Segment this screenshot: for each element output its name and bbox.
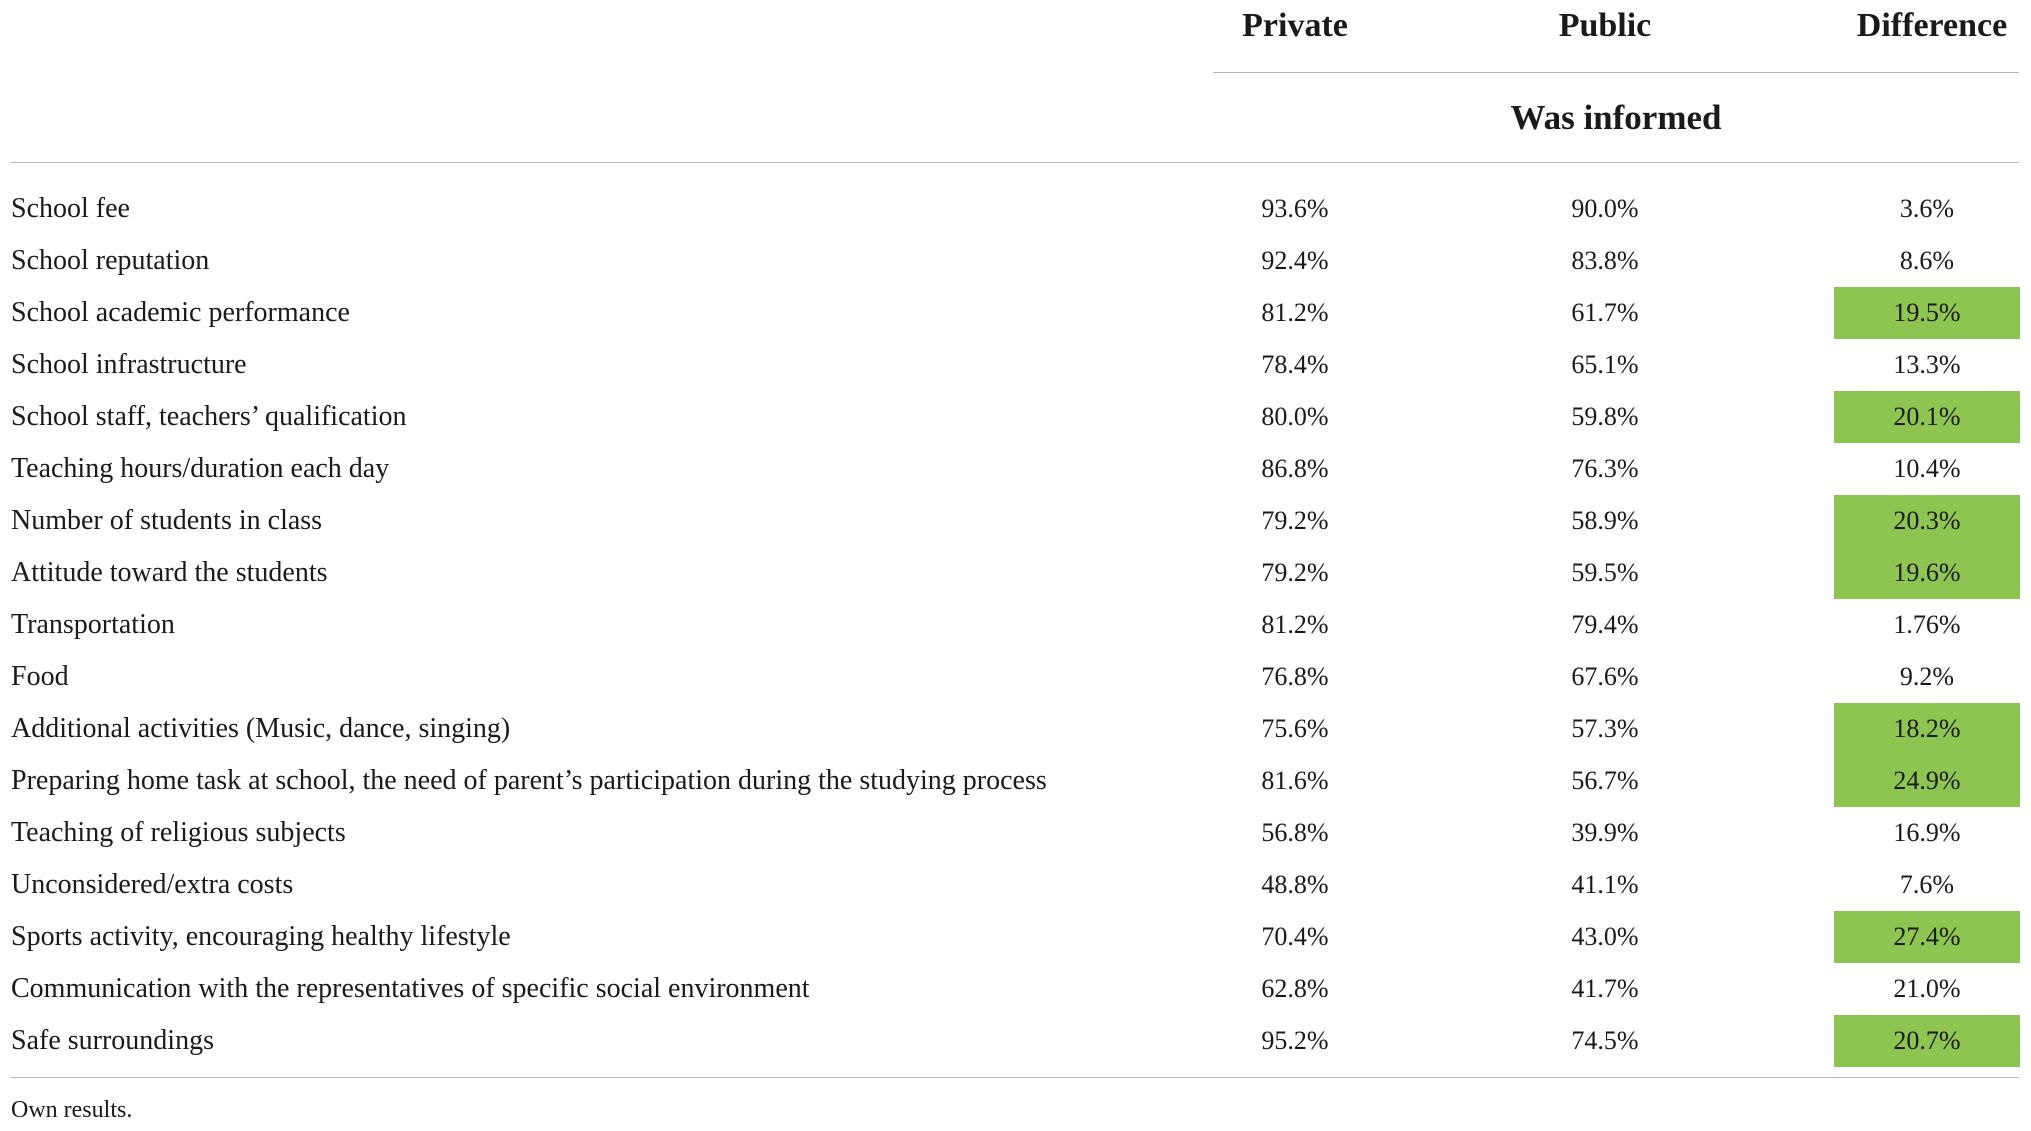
cell-private: 95.2% (1261, 1026, 1329, 1055)
cell-difference: 7.6% (1899, 870, 1955, 899)
cell-private: 80.0% (1261, 402, 1329, 431)
cell-public: 57.3% (1571, 714, 1639, 743)
table-body (0, 183, 2031, 1067)
cell-private: 48.8% (1261, 870, 1329, 899)
cell-public: 56.7% (1571, 766, 1639, 795)
cell-public: 83.8% (1571, 246, 1639, 275)
cell-private: 62.8% (1261, 974, 1329, 1003)
cell-difference-highlighted: 20.3% (1834, 495, 2020, 547)
header-private: Private (1242, 7, 1348, 44)
table-row (0, 495, 2031, 547)
row-label: Number of students in class (11, 505, 323, 536)
cell-difference-highlighted: 18.2% (1834, 703, 2020, 755)
cell-private: 81.2% (1261, 610, 1329, 639)
header-public: Public (1558, 7, 1652, 44)
cell-private: 75.6% (1261, 714, 1329, 743)
cell-public: 59.8% (1571, 402, 1639, 431)
cell-difference: 8.6% (1899, 246, 1955, 275)
table-row (0, 963, 2031, 1015)
cell-difference-highlighted: 20.7% (1834, 1015, 2020, 1067)
cell-public: 67.6% (1571, 662, 1639, 691)
cell-difference: 10.4% (1893, 454, 1961, 483)
cell-private: 81.2% (1261, 298, 1329, 327)
subheader-rule (11, 162, 2019, 163)
table-row (0, 547, 2031, 599)
cell-difference-highlighted: 24.9% (1834, 755, 2020, 807)
cell-difference-highlighted: 19.5% (1834, 287, 2020, 339)
row-label: Additional activities (Music, dance, singing) (11, 713, 511, 744)
row-label: Communication with the representatives of specific social environment (11, 973, 810, 1004)
table-row (0, 443, 2031, 495)
cell-difference-highlighted: 27.4% (1834, 911, 2020, 963)
row-label: Unconsidered/extra costs (11, 869, 294, 900)
row-label: Teaching of religious subjects (11, 817, 346, 848)
table-row (0, 235, 2031, 287)
cell-public: 61.7% (1571, 298, 1639, 327)
table-row (0, 391, 2031, 443)
header-rule (1213, 72, 2019, 73)
cell-private: 92.4% (1261, 246, 1329, 275)
cell-private: 79.2% (1261, 558, 1329, 587)
cell-public: 59.5% (1571, 558, 1639, 587)
table-row (0, 807, 2031, 859)
cell-public: 43.0% (1571, 922, 1639, 951)
cell-difference: 9.2% (1899, 662, 1955, 691)
cell-public: 58.9% (1571, 506, 1639, 535)
subheader-was-informed: Was informed (1510, 98, 1722, 137)
row-label: School fee (11, 193, 130, 224)
cell-private: 79.2% (1261, 506, 1329, 535)
row-label: School staff, teachers’ qualification (11, 401, 407, 432)
cell-public: 41.7% (1571, 974, 1639, 1003)
row-label: Food (11, 661, 69, 692)
cell-public: 74.5% (1571, 1026, 1639, 1055)
table-row (0, 599, 2031, 651)
cell-public: 39.9% (1571, 818, 1639, 847)
cell-difference: 16.9% (1893, 818, 1961, 847)
cell-private: 93.6% (1261, 194, 1329, 223)
table-row (0, 755, 2031, 807)
cell-private: 78.4% (1261, 350, 1329, 379)
row-label: Sports activity, encouraging healthy lifestyle (11, 921, 511, 952)
row-label: School reputation (11, 245, 210, 276)
cell-private: 70.4% (1261, 922, 1329, 951)
row-label: Teaching hours/duration each day (11, 453, 390, 484)
table-row (0, 287, 2031, 339)
table-row (0, 859, 2031, 911)
row-label: Preparing home task at school, the need of parent’s participation during the studying process (11, 765, 1047, 796)
header-difference: Difference (1856, 7, 2008, 44)
table-row (0, 651, 2031, 703)
table-row (0, 1015, 2031, 1067)
cell-difference: 21.0% (1893, 974, 1961, 1003)
cell-public: 76.3% (1571, 454, 1639, 483)
cell-public: 90.0% (1571, 194, 1639, 223)
table-row (0, 911, 2031, 963)
cell-difference: 3.6% (1899, 194, 1955, 223)
row-label: Safe surroundings (11, 1025, 214, 1056)
table-footnote: Own results. (11, 1097, 133, 1123)
cell-private: 86.8% (1261, 454, 1329, 483)
cell-public: 41.1% (1571, 870, 1639, 899)
cell-difference-highlighted: 19.6% (1834, 547, 2020, 599)
cell-difference-highlighted: 20.1% (1834, 391, 2020, 443)
cell-private: 81.6% (1261, 766, 1329, 795)
table-row (0, 183, 2031, 235)
table-row (0, 339, 2031, 391)
cell-private: 76.8% (1261, 662, 1329, 691)
cell-private: 56.8% (1261, 818, 1329, 847)
row-label: School academic performance (11, 297, 350, 328)
table-row (0, 703, 2031, 755)
cell-public: 65.1% (1571, 350, 1639, 379)
row-label: School infrastructure (11, 349, 247, 380)
row-label: Transportation (11, 609, 175, 640)
cell-difference: 1.76% (1893, 610, 1961, 639)
row-label: Attitude toward the students (11, 557, 328, 588)
bottom-rule (11, 1077, 2019, 1078)
cell-public: 79.4% (1571, 610, 1639, 639)
cell-difference: 13.3% (1893, 350, 1961, 379)
